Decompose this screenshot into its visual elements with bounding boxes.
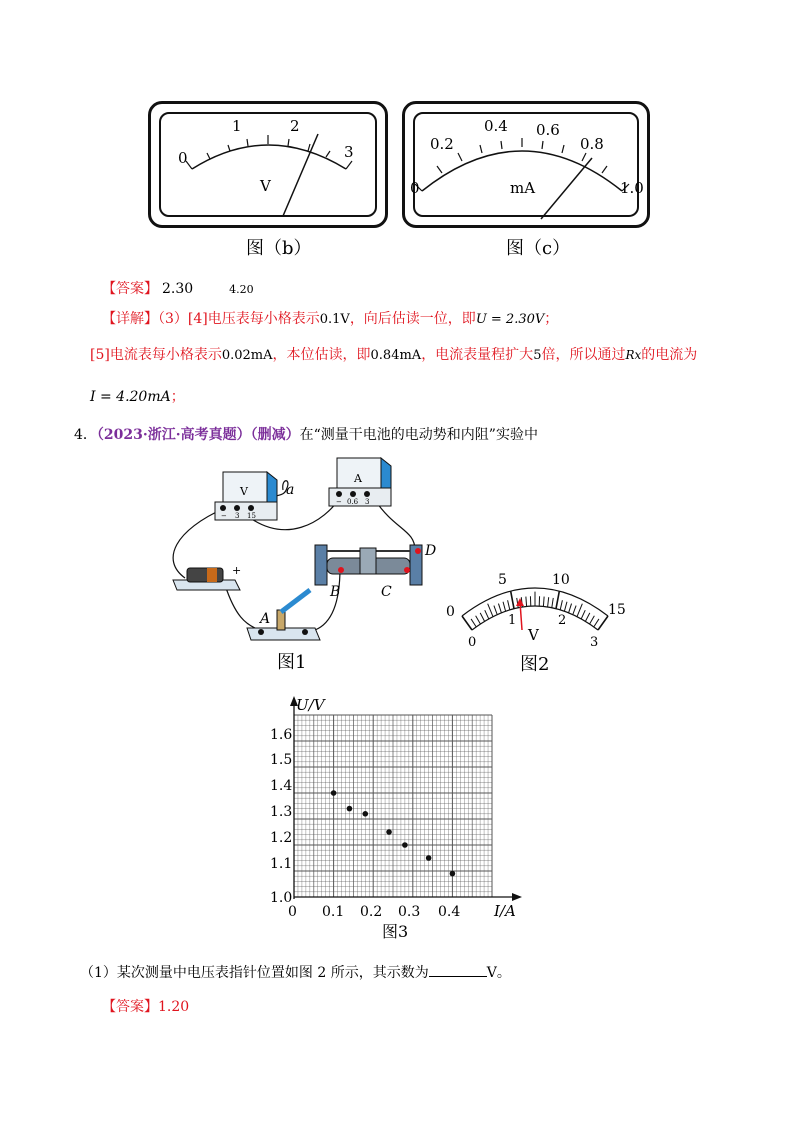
detail-l2-v2: 0.84mA [370,348,422,363]
rheostat [315,543,436,600]
ammeter-c [402,101,650,228]
ammeter-device [329,458,391,506]
detail-l3-end: ； [170,389,185,405]
figure-3-caption: 图3 [382,922,409,941]
fig1-label-d: D [425,543,437,559]
sub-question-1 [80,962,511,982]
ammeter-c-dial [402,101,644,222]
fig3-ytick-1: 1.1 [270,856,293,872]
scale-tick [556,591,559,609]
detail-l2-v3: 5 [533,348,542,363]
data-point [331,790,337,796]
detail-l2-c: ，电流表量程扩大 [421,347,534,363]
data-point [426,855,432,861]
ammeter-c-needle [541,158,592,219]
fig1-v-term-0: − [221,512,227,520]
data-point [347,806,353,812]
meter-c-num-1: 0.2 [430,135,454,153]
scale-tick [480,613,484,621]
fig3-xtick-3: 0.3 [398,904,421,920]
voltmeter-device [215,472,277,520]
meter-c-num-2: 0.4 [484,117,508,135]
fig1-label-c: C [381,584,392,600]
fig3-xtick-4: 0.4 [438,904,461,920]
meter-b-num-2: 2 [290,117,300,135]
meter-c-num-3: 0.6 [536,121,560,139]
fig3-xtick-2: 0.2 [360,904,383,920]
voltmeter-b-ticks [186,135,352,169]
fig3-ytick-3: 1.3 [270,804,293,820]
answer-2-label: 【答案】 [102,999,158,1015]
fig1-a-term-0: − [336,498,342,506]
scale-tick [508,600,510,610]
wire [225,585,260,630]
fig3-xtick-0: 0 [288,904,297,920]
fig3-ytick-6: 1.6 [270,727,293,743]
figure-3-grid [294,715,492,897]
meter-c-num-0: 0 [410,179,420,197]
meter-c-num-5: 1.0 [620,179,644,197]
voltmeter-b [148,101,388,228]
fig1-label-a-meter: A [354,472,362,485]
meter-b-caption: 图（b） [246,238,312,259]
fig2-bottom-1: 1 [508,613,517,628]
fig1-label-v: V [240,485,248,498]
answer-1-label: 【答案】 [102,281,158,297]
detail-l2: [5]电流表每小格表示 [90,347,222,363]
answer-1-value-1: 2.30 [162,281,194,297]
detail-l1: （3）[4]电压表每小格表示 [158,311,320,327]
fig2-bottom-3: 3 [590,635,599,650]
detail-l1-b: ，向后估读一位，即 [349,311,476,327]
data-point [386,829,392,835]
sub-question-1-text: （1）某次测量中电压表指针位置如图 2 所示，其示数为 [80,965,429,981]
scale-tick [498,604,501,613]
scale-tick [560,600,562,610]
scale-tick [494,606,497,615]
fig1-label-a-switch: A [260,611,271,627]
figure-2-caption: 图2 [520,654,550,675]
fig1-v-term-2: 15 [247,512,256,520]
scale-tick [476,616,481,624]
fig3-ytick-2: 1.2 [270,830,293,846]
scale-tick [581,610,585,619]
meter-c-caption: 图（c） [506,238,571,259]
question-4-source: （2023·浙江·高考真题）（删减） [96,427,300,443]
answer-blank[interactable] [429,976,487,977]
scale-tick [552,598,553,608]
fig1-a-term-1: 0.6 [347,498,359,506]
scale-tick [526,597,527,607]
voltmeter-b-dial [148,101,382,222]
scale-tick [569,604,572,613]
fig3-ytick-5: 1.5 [270,752,293,768]
data-point [402,842,408,848]
question-4 [74,424,538,444]
detail-line-2 [90,344,697,364]
scale-tick [471,619,476,627]
figure-3-axes [290,696,522,901]
detail-label: 【详解】 [102,311,158,327]
detail-l2-v4: Rx [625,348,642,362]
detail-line-3 [90,386,185,406]
figure-2-needle [520,602,522,630]
scale-tick [503,602,506,611]
answer-2-value: 1.20 [158,999,190,1015]
scale-tick [598,616,608,630]
fig3-xlabel: I/A [494,902,516,920]
scale-tick [488,604,493,617]
figure-1-caption: 图1 [277,652,307,673]
fig1-label-a: a [286,482,295,498]
fig2-top-2: 10 [552,572,570,588]
meter-b-unit: V [260,177,271,195]
answer-1-line [102,278,254,298]
fig3-xtick-1: 0.1 [322,904,345,920]
detail-line-1 [102,308,558,328]
scale-tick [564,602,567,611]
answer-1-value-2: 4.20 [229,283,254,296]
detail-l2-e: 的电流为 [641,347,698,363]
scale-tick [585,613,589,621]
wire [375,500,415,550]
data-point [450,871,456,877]
detail-l1-eq: U = 2.30V [475,312,545,327]
fig3-ytick-0: 1.0 [270,890,293,906]
detail-l2-v1: 0.02mA [221,348,273,363]
fig3-ytick-4: 1.4 [270,778,293,794]
scale-tick [511,591,514,609]
fig2-bottom-0: 0 [468,635,477,650]
detail-l2-b: ，本位估读，即 [272,347,371,363]
fig3-ylabel: U/V [296,696,325,714]
meter-b-num-0: 0 [178,149,188,167]
question-4-text: 在“测量干电池的电动势和内阻”实验中 [299,427,538,443]
fig2-top-1: 5 [498,572,507,588]
figure-3-graph [262,690,532,950]
scale-tick [548,597,549,607]
fig2-top-3: 15 [608,602,626,618]
fig1-v-term-1: 3 [235,512,240,520]
scale-tick [462,616,472,630]
figure-2-ticks [462,591,608,630]
meter-b-num-1: 1 [232,117,242,135]
scale-tick [573,606,576,615]
figure-2-scale [440,570,630,680]
scale-tick [590,616,595,624]
meter-c-unit: mA [510,179,536,197]
fig2-top-0: 0 [446,604,455,620]
sub-question-1-unit: V。 [486,965,511,981]
meter-b-num-3: 3 [344,143,354,161]
scale-tick [577,604,582,617]
figure-1-circuit [165,450,450,682]
scale-tick [485,610,489,619]
fig1-a-term-2: 3 [365,498,370,506]
detail-l2-d: 倍，所以通过 [541,347,626,363]
scale-tick [543,597,544,607]
detail-l1-val: 0.1V [319,312,350,327]
answer-2-line [102,996,189,1016]
fig2-unit: V [528,626,539,644]
detail-l3-eq: I = 4.20mA [90,389,171,405]
data-point [362,811,368,817]
detail-l1-end: ； [544,311,559,327]
question-4-num: 4． [74,427,97,443]
fig2-bottom-2: 2 [558,613,567,628]
meter-c-num-4: 0.8 [580,135,604,153]
fig1-label-plus: + [232,564,242,577]
fig1-label-b: B [330,584,341,600]
scale-tick [594,619,599,627]
x-axis-arrow [512,893,522,901]
switch [247,590,320,640]
